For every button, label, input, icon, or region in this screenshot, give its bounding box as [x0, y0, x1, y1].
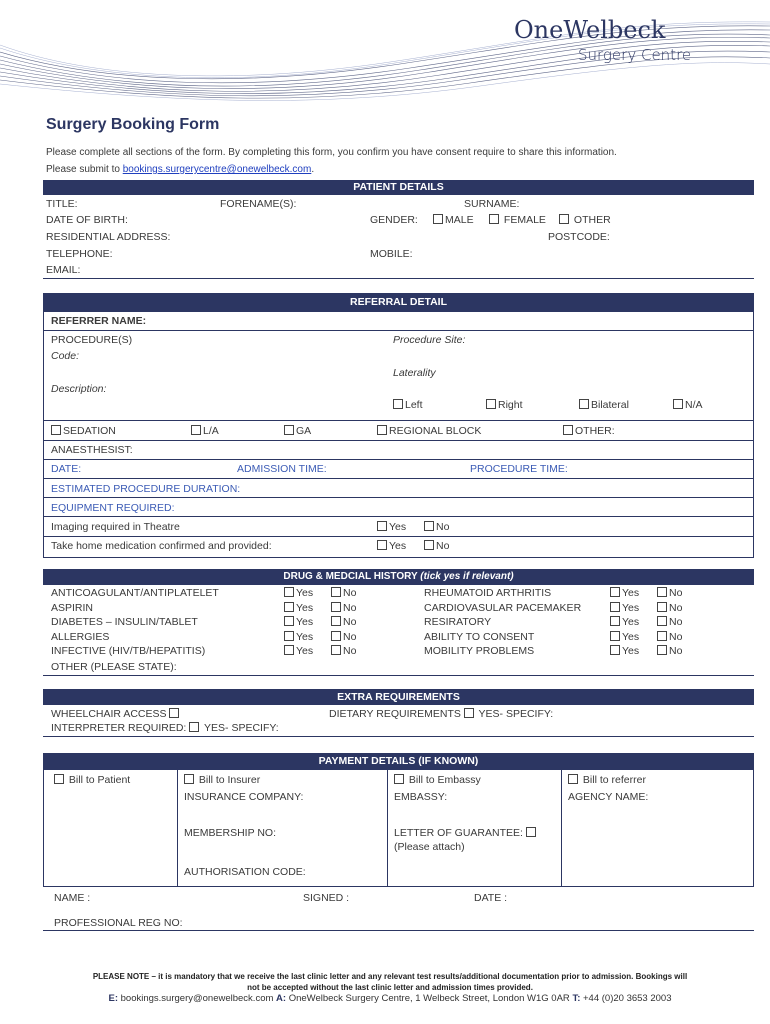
imaging-yes-option[interactable]: [377, 521, 406, 533]
option-label: No: [343, 631, 357, 643]
referral-detail-header: REFERRAL DETAIL: [43, 293, 754, 312]
anaesthetist-field[interactable]: ANAESTHESIST:: [51, 444, 133, 456]
history-item-right: CARDIOVASULAR PACEMAKER: [424, 602, 582, 614]
checkbox[interactable]: [51, 425, 61, 435]
admission-time-field[interactable]: ADMISSION TIME:: [237, 463, 327, 475]
divider: [43, 330, 754, 331]
submit-prefix: Please submit to: [46, 164, 123, 175]
laterality-bilateral-option[interactable]: [579, 399, 629, 411]
guarantee-option[interactable]: [394, 827, 538, 839]
laterality-right-option[interactable]: [486, 399, 523, 411]
history-header-hint: (tick yes if relevant): [420, 571, 514, 582]
code-field[interactable]: Code:: [51, 350, 80, 362]
checkbox[interactable]: [54, 774, 64, 784]
gender-male-option[interactable]: [433, 214, 474, 226]
option-label: WHEELCHAIR ACCESS: [51, 708, 167, 720]
referrer-name-field[interactable]: REFERRER NAME:: [51, 315, 147, 327]
title-field[interactable]: TITLE:: [46, 198, 78, 210]
history-item-right: ABILITY TO CONSENT: [424, 631, 535, 643]
option-label: Bill to Insurer: [198, 774, 261, 786]
option-label: Bill to Patient: [68, 774, 131, 786]
checkbox[interactable]: [284, 425, 294, 435]
medication-no-option[interactable]: [424, 540, 449, 552]
email-field[interactable]: EMAIL:: [46, 264, 81, 276]
divider: [43, 930, 754, 931]
procedure-time-field[interactable]: PROCEDURE TIME:: [470, 463, 568, 475]
checkbox[interactable]: [393, 399, 403, 409]
dietary-option[interactable]: [329, 708, 553, 720]
option-label: OTHER: [573, 214, 611, 226]
option-label: No: [343, 602, 357, 614]
checkbox[interactable]: [331, 645, 341, 655]
divider: [43, 497, 754, 498]
option-label: DIETARY REQUIREMENTS: [329, 708, 461, 720]
forenames-field[interactable]: FORENAME(S):: [220, 198, 297, 210]
checkbox[interactable]: [657, 645, 667, 655]
checkbox[interactable]: [610, 616, 620, 626]
submit-suffix: .: [311, 164, 315, 175]
bill-insurer-option[interactable]: [184, 774, 260, 786]
bill-patient-option[interactable]: [54, 774, 130, 786]
history-item-left: ASPIRIN: [51, 602, 94, 614]
checkbox[interactable]: [284, 631, 294, 641]
insurance-company-field[interactable]: INSURANCE COMPANY:: [184, 791, 304, 803]
contact-email[interactable]: bookings.surgery@onewelbeck.com: [120, 993, 274, 1004]
option-label: No: [669, 602, 683, 614]
name-field[interactable]: NAME :: [54, 892, 91, 904]
la-option[interactable]: [191, 425, 219, 437]
imaging-label: Imaging required in Theatre: [51, 521, 180, 533]
option-label: Left: [405, 399, 423, 411]
option-label: REGIONAL BLOCK: [389, 425, 482, 437]
dob-field[interactable]: DATE OF BIRTH:: [46, 214, 128, 226]
option-label: SEDATION: [63, 425, 116, 437]
checkbox[interactable]: [284, 616, 294, 626]
address-label: A:: [276, 993, 287, 1004]
checkbox[interactable]: [610, 631, 620, 641]
postcode-field[interactable]: POSTCODE:: [548, 231, 610, 243]
date-signed-field[interactable]: DATE :: [474, 892, 508, 904]
checkbox[interactable]: [489, 214, 499, 224]
history-item-left: ANTICOAGULANT/ANTIPLATELET: [51, 587, 219, 599]
brand-name: OneWelbeck: [514, 16, 666, 44]
option-yes-label: YES- SPECIFY:: [204, 722, 279, 734]
checkbox[interactable]: [424, 540, 434, 550]
divider: [43, 459, 754, 460]
history-header-title: DRUG & MEDCIAL HISTORY: [283, 571, 421, 582]
option-label: No: [436, 540, 450, 552]
checkbox[interactable]: [559, 214, 569, 224]
signed-field[interactable]: SIGNED :: [303, 892, 350, 904]
checkbox[interactable]: [610, 645, 620, 655]
equipment-field[interactable]: EQUIPMENT REQUIRED:: [51, 502, 175, 514]
checkbox[interactable]: [579, 399, 589, 409]
option-label: No: [343, 587, 357, 599]
gender-female-option[interactable]: [489, 214, 546, 226]
address-field[interactable]: RESIDENTIAL ADDRESS:: [46, 231, 171, 243]
history-item-left: DIABETES – INSULIN/TABLET: [51, 616, 198, 628]
option-label: Yes: [296, 616, 314, 628]
history-right-yes-option[interactable]: [610, 616, 639, 628]
history-right-no-option[interactable]: [657, 645, 682, 657]
guarantee-note: (Please attach): [394, 841, 465, 853]
medication-label: Take home medication confirmed and provided:: [51, 540, 272, 552]
option-label: LETTER OF GUARANTEE:: [394, 827, 523, 839]
option-label: Bill to referrer: [582, 774, 646, 786]
procedure-site-field[interactable]: Procedure Site:: [393, 334, 466, 346]
history-right-yes-option[interactable]: [610, 587, 639, 599]
checkbox[interactable]: [568, 774, 578, 784]
sedation-option[interactable]: [51, 425, 116, 437]
checkbox[interactable]: [189, 722, 199, 732]
option-label: No: [669, 645, 683, 657]
checkbox[interactable]: [657, 631, 667, 641]
checkbox[interactable]: [526, 827, 536, 837]
checkbox[interactable]: [610, 587, 620, 597]
checkbox[interactable]: [284, 587, 294, 597]
checkbox[interactable]: [424, 521, 434, 531]
history-item-right: RESIRATORY: [424, 616, 492, 628]
option-label: No: [669, 616, 683, 628]
divider: [43, 675, 754, 676]
checkbox[interactable]: [191, 425, 201, 435]
bill-referrer-option[interactable]: [568, 774, 646, 786]
contact-telephone: +44 (0)20 3653 2003: [583, 993, 672, 1004]
option-yes-label: YES- SPECIFY:: [478, 708, 554, 720]
checkbox[interactable]: [394, 774, 404, 784]
divider: [43, 440, 754, 441]
checkbox[interactable]: [331, 587, 341, 597]
intro-text: Please complete all sections of the form. By completing this form, you confirm you have consent require to share this information.: [46, 147, 617, 158]
history-left-yes-option[interactable]: [284, 602, 313, 614]
history-other-field[interactable]: OTHER (PLEASE STATE):: [51, 661, 177, 673]
email-label: E:: [108, 993, 118, 1004]
procedures-label: PROCEDURE(S): [51, 334, 133, 346]
gender-label: GENDER:: [370, 214, 418, 226]
history-right-no-option[interactable]: [657, 631, 682, 643]
history-left-no-option[interactable]: [331, 587, 356, 599]
history-left-yes-option[interactable]: [284, 587, 313, 599]
submit-email-link[interactable]: bookings.surgerycentre@onewelbeck.com: [122, 164, 312, 175]
telephone-label: T:: [572, 993, 581, 1004]
option-label: Yes: [622, 616, 640, 628]
divider: [43, 516, 754, 517]
footer-contact: [40, 993, 740, 1004]
wheelchair-option[interactable]: [51, 708, 181, 720]
option-label: Bill to Embassy: [408, 774, 481, 786]
checkbox[interactable]: [331, 631, 341, 641]
ga-option[interactable]: [284, 425, 311, 437]
mobile-field[interactable]: MOBILE:: [370, 248, 413, 260]
footer-note-line1: PLEASE NOTE – it is mandatory that we receive the last clinic letter and any relevant test results/additional documentation prior to admission. Bookings will: [92, 972, 688, 981]
option-label: Yes: [389, 540, 407, 552]
laterality-na-option[interactable]: [673, 399, 703, 411]
bill-embassy-option[interactable]: [394, 774, 481, 786]
checkbox[interactable]: [169, 708, 179, 718]
membership-field[interactable]: MEMBERSHIP NO:: [184, 827, 276, 839]
surname-field[interactable]: SURNAME:: [464, 198, 520, 210]
page-title: Surgery Booking Form: [46, 116, 220, 133]
border-right: [753, 770, 754, 886]
history-left-yes-option[interactable]: [284, 616, 313, 628]
history-item-left: INFECTIVE (HIV/TB/HEPATITIS): [51, 645, 206, 657]
date-field[interactable]: DATE:: [51, 463, 82, 475]
regional-block-option[interactable]: [377, 425, 481, 437]
description-field[interactable]: Description:: [51, 383, 107, 395]
divider: [43, 886, 754, 887]
divider: [43, 736, 754, 737]
history-right-yes-option[interactable]: [610, 645, 639, 657]
checkbox[interactable]: [673, 399, 683, 409]
history-left-yes-option[interactable]: [284, 645, 313, 657]
patient-details-header: PATIENT DETAILS: [43, 180, 754, 195]
history-left-no-option[interactable]: [331, 631, 356, 643]
option-label: MALE: [445, 214, 474, 226]
medication-yes-option[interactable]: [377, 540, 406, 552]
option-label: No: [436, 521, 450, 533]
divider: [43, 557, 754, 558]
interpreter-option[interactable]: [51, 722, 279, 734]
option-label: Bilateral: [591, 399, 629, 411]
option-label: INTERPRETER REQUIRED:: [51, 722, 187, 734]
history-right-yes-option[interactable]: [610, 602, 639, 614]
option-label: No: [343, 645, 357, 657]
history-left-no-option[interactable]: [331, 602, 356, 614]
option-label: FEMALE: [503, 214, 546, 226]
agency-name-field[interactable]: AGENCY NAME:: [568, 791, 649, 803]
checkbox[interactable]: [433, 214, 443, 224]
divider: [43, 536, 754, 537]
divider: [43, 420, 754, 421]
duration-field[interactable]: ESTIMATED PROCEDURE DURATION:: [51, 483, 241, 495]
checkbox[interactable]: [331, 616, 341, 626]
embassy-field[interactable]: EMBASSY:: [394, 791, 448, 803]
option-label: Right: [498, 399, 523, 411]
option-label: OTHER:: [575, 425, 615, 437]
imaging-no-option[interactable]: [424, 521, 449, 533]
border-left: [43, 312, 44, 558]
column-divider: [387, 770, 388, 886]
option-label: Yes: [622, 587, 640, 599]
history-right-no-option[interactable]: [657, 602, 682, 614]
history-right-yes-option[interactable]: [610, 631, 639, 643]
history-right-no-option[interactable]: [657, 616, 682, 628]
checkbox[interactable]: [284, 645, 294, 655]
divider: [43, 278, 754, 279]
extra-requirements-header: EXTRA REQUIREMENTS: [43, 689, 754, 705]
option-label: GA: [296, 425, 312, 437]
checkbox[interactable]: [284, 602, 294, 612]
history-item-left: ALLERGIES: [51, 631, 110, 643]
checkbox[interactable]: [657, 587, 667, 597]
payment-header: PAYMENT DETAILS (IF KNOWN): [43, 753, 754, 770]
checkbox[interactable]: [486, 399, 496, 409]
checkbox[interactable]: [184, 774, 194, 784]
history-left-no-option[interactable]: [331, 616, 356, 628]
history-left-yes-option[interactable]: [284, 631, 313, 643]
brand-subtitle: Surgery Centre: [578, 46, 692, 64]
history-left-no-option[interactable]: [331, 645, 356, 657]
option-label: Yes: [296, 645, 314, 657]
telephone-field[interactable]: TELEPHONE:: [46, 248, 113, 260]
option-label: No: [669, 631, 683, 643]
checkbox[interactable]: [377, 425, 387, 435]
option-label: No: [343, 616, 357, 628]
option-label: Yes: [622, 602, 640, 614]
anaesthesia-other-option[interactable]: [563, 425, 615, 437]
option-label: Yes: [622, 645, 640, 657]
option-label: Yes: [296, 631, 314, 643]
checkbox[interactable]: [377, 540, 387, 550]
border-left: [43, 770, 44, 886]
checkbox[interactable]: [657, 602, 667, 612]
divider: [43, 478, 754, 479]
checkbox[interactable]: [610, 602, 620, 612]
checkbox[interactable]: [331, 602, 341, 612]
footer-note: [40, 971, 740, 993]
option-label: N/A: [685, 399, 703, 411]
option-label: Yes: [296, 587, 314, 599]
history-item-right: RHEUMATOID ARTHRITIS: [424, 587, 552, 599]
laterality-label: Laterality: [393, 367, 436, 379]
option-label: Yes: [622, 631, 640, 643]
border-right: [753, 312, 754, 558]
footer-note-line2: not be accepted without the last clinic letter and admission times provided.: [247, 983, 533, 992]
laterality-left-option[interactable]: [393, 399, 423, 411]
option-label: L/A: [203, 425, 219, 437]
checkbox[interactable]: [657, 616, 667, 626]
gender-other-option[interactable]: [559, 214, 611, 226]
option-label: Yes: [389, 521, 407, 533]
option-label: No: [669, 587, 683, 599]
checkbox[interactable]: [464, 708, 474, 718]
professional-reg-field[interactable]: PROFESSIONAL REG NO:: [54, 917, 183, 929]
history-header: [43, 569, 754, 585]
checkbox[interactable]: [377, 521, 387, 531]
history-item-right: MOBILITY PROBLEMS: [424, 645, 535, 657]
history-right-no-option[interactable]: [657, 587, 682, 599]
intro-submit-line: [46, 164, 314, 175]
checkbox[interactable]: [563, 425, 573, 435]
option-label: Yes: [296, 602, 314, 614]
column-divider: [177, 770, 178, 886]
column-divider: [561, 770, 562, 886]
authorisation-field[interactable]: AUTHORISATION CODE:: [184, 866, 306, 878]
contact-address: OneWelbeck Surgery Centre, 1 Welbeck Street, London W1G 0AR: [288, 993, 570, 1004]
